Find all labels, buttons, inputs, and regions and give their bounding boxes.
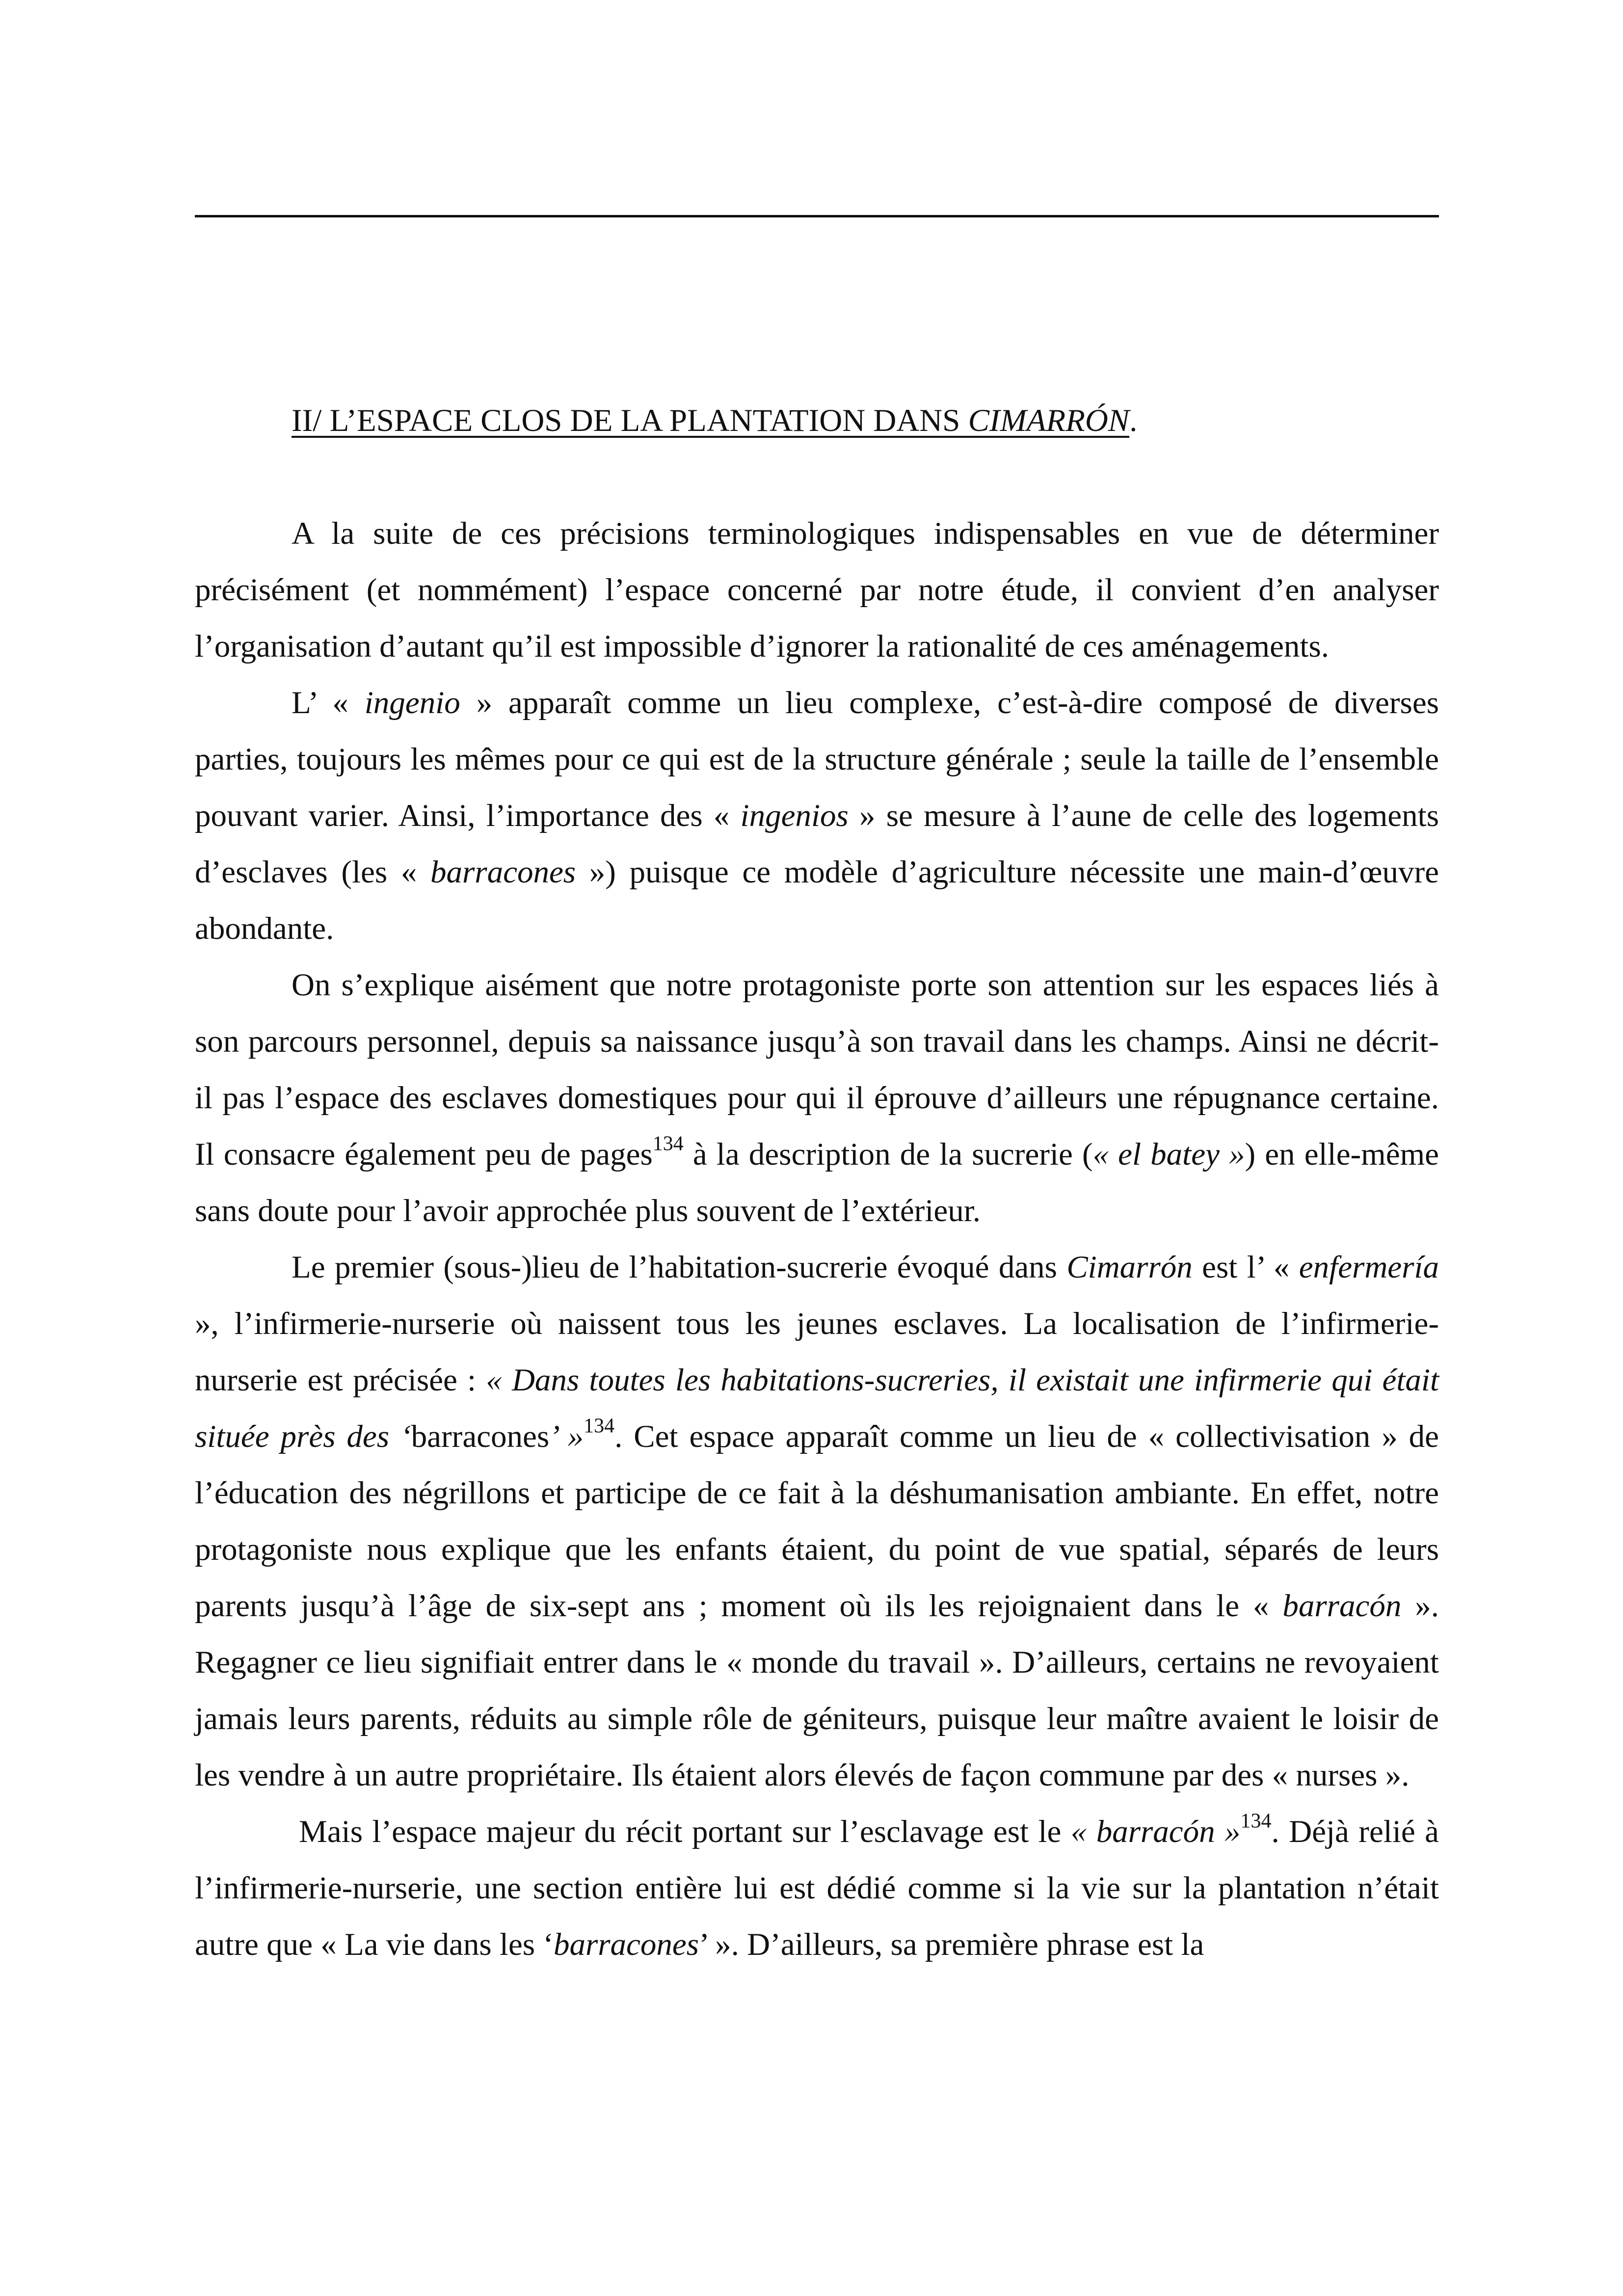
paragraph-1-text: A la suite de ces précisions terminologiques indispensables en vue de déterminer précisément (et nommément) l’espace concerné par notre étude, il convient d’en analyser l’organisation d’autant qu’il est impossible d’ignorer la rationalité de ces aménagements. <box>195 516 1439 664</box>
p5-text-1: Mais l’espace majeur du récit portant sur l’esclavage est le <box>299 1814 1071 1849</box>
p4-italic-4: ’ » <box>549 1419 584 1454</box>
p4-text-3: », l’infirmerie-nurserie où naissent tous les jeunes esclaves. La localisation de l’infirmerie-nurserie est précisée : <box>195 1306 1439 1398</box>
heading-text: II/ L’ESPACE CLOS DE LA PLANTATION DANS <box>292 403 968 438</box>
p2-italic-1: ingenio <box>364 685 460 721</box>
p5-text-3: ’ ». D’ailleurs, sa première phrase est la <box>699 1927 1204 1962</box>
header-rule <box>195 215 1439 217</box>
p3-italic-1: « el batey » <box>1092 1137 1245 1172</box>
p4-italic-2: enfermería <box>1299 1250 1439 1285</box>
p4-italic-3: « Dans toutes les habitations-sucreries, il existait une infirmerie qui était située près des ‘ <box>195 1362 1439 1454</box>
p4-text-4: barracones <box>411 1419 550 1454</box>
p2-italic-2: ingenios <box>740 798 849 833</box>
paragraph-1 <box>195 506 1439 675</box>
p2-text-3: » se mesure à l’aune de celle des logements d’esclaves (les « <box>195 798 1439 890</box>
p4-italic-5: barracón <box>1282 1588 1402 1624</box>
p4-italic-1: Cimarrón <box>1066 1250 1193 1285</box>
paragraph-4 <box>195 1239 1439 1804</box>
p4-text-5: . Cet espace apparaît comme un lieu de « collectivisation » de l’éducation des négrillons et participe de ce fait à la déshumanisation ambiante. En effet, notre protagoniste nous explique que les enfants étaient, du point de vue spatial, séparés de leurs parents jusqu’à l’âge de six-sept ans ; moment où ils les rejoignaient dans le « <box>195 1419 1439 1624</box>
p2-text-1: L’ « <box>292 685 365 721</box>
paragraph-5 <box>195 1804 1439 1973</box>
p4-text-2: est l’ « <box>1192 1250 1299 1285</box>
heading-period: . <box>1129 403 1138 438</box>
p5-italic-2: barracones <box>553 1927 699 1962</box>
p5-text-2: . Déjà relié à l’infirmerie-nurserie, une section entière lui est dédié comme si la vie sur la plantation n’était autre que « La vie dans les ‘ <box>195 1814 1439 1962</box>
document-body <box>195 393 1439 1973</box>
paragraph-3 <box>195 957 1439 1239</box>
heading-title-italic: CIMARRÓN <box>968 403 1130 438</box>
p3-text-3: ) en elle-même sans doute pour l’avoir approchée plus souvent de l’extérieur. <box>195 1137 1439 1228</box>
p2-italic-3: barracones <box>430 854 576 890</box>
p2-text-2: » apparaît comme un lieu complexe, c’est-à-dire composé de diverses parties, toujours les mêmes pour ce qui est de la structure générale ; seule la taille de l’ensemble pouvant varier. Ainsi, l’importance des « <box>195 685 1439 833</box>
p5-italic-1: « barracón » <box>1070 1814 1241 1849</box>
p2-text-4: ») puisque ce modèle d’agriculture nécessite une main-d’œuvre abondante. <box>195 854 1439 946</box>
section-heading <box>195 393 1439 449</box>
footnote-ref[interactable]: 134 <box>1240 1810 1272 1833</box>
p3-text-2: à la description de la sucrerie ( <box>683 1137 1093 1172</box>
p4-text-1: Le premier (sous-)lieu de l’habitation-sucrerie évoqué dans <box>292 1250 1067 1285</box>
paragraph-2 <box>195 675 1439 957</box>
section-heading-underlined <box>292 403 1129 438</box>
footnote-ref[interactable]: 134 <box>652 1132 684 1155</box>
p4-text-6: ». Regagner ce lieu signifiait entrer dans le « monde du travail ». D’ailleurs, certains ne revoyaient jamais leurs parents, réduits au simple rôle de géniteurs, puisque leur maître avaient le loisir de les vendre à un autre propriétaire. Ils étaient alors élevés de façon commune par des « nurses ». <box>195 1588 1439 1793</box>
p3-text-1: On s’explique aisément que notre protagoniste porte son attention sur les espaces liés à son parcours personnel, depuis sa naissance jusqu’à son travail dans les champs. Ainsi ne décrit-il pas l’espace des esclaves domestiques pour qui il éprouve d’ailleurs une répugnance certaine. Il consacre également peu de pages <box>195 967 1439 1172</box>
footnote-ref[interactable]: 134 <box>584 1415 615 1438</box>
